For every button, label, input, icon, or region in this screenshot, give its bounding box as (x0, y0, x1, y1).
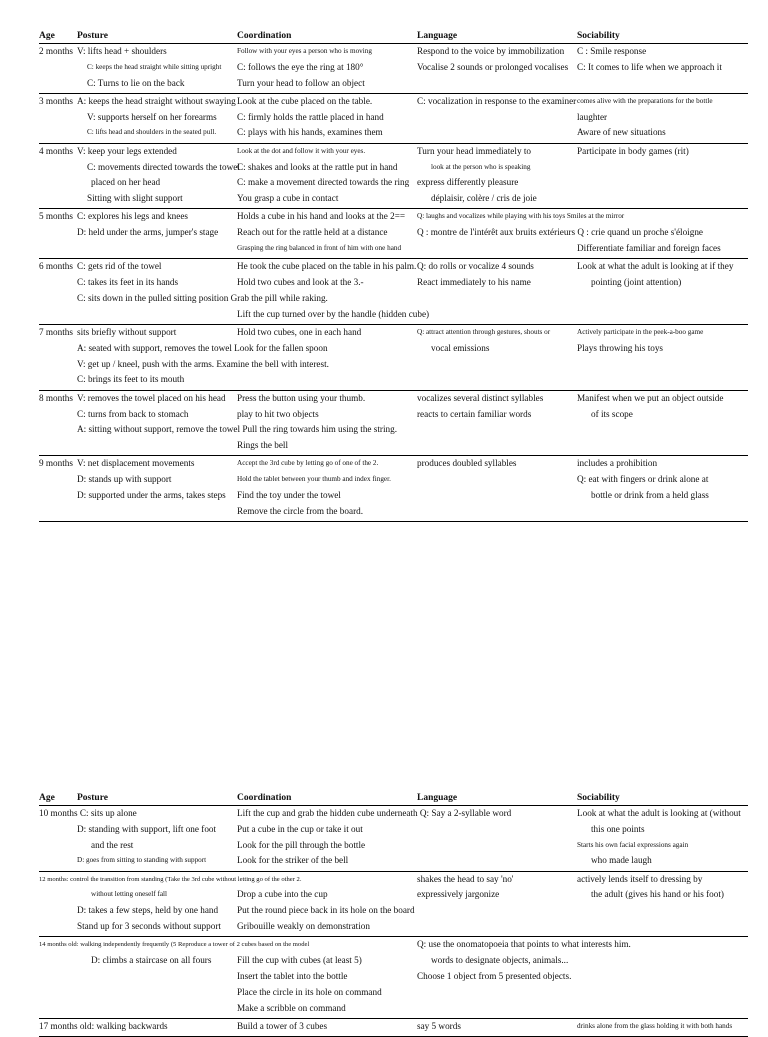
posture-line: D: standing with support, lift one foot (77, 823, 217, 834)
coordination-line: Remove the circle from the board. (237, 505, 364, 516)
language-line: C: vocalization in response to the examiner (417, 95, 577, 106)
coordination-line: Put a cube in the cup or take it out (237, 823, 363, 834)
coordination-line: Put the round piece back in its hole on the board (237, 905, 415, 916)
table-row (39, 143, 748, 209)
sociability-cell (577, 456, 748, 503)
coordination-line: Hold two cubes, one in each hand (237, 327, 362, 338)
posture-cell (77, 937, 235, 969)
posture-line: placed on her head (91, 177, 161, 188)
coordination-line: Build a tower of 3 cubes (237, 1020, 328, 1031)
table-row (39, 871, 748, 937)
coordination-line: He took the cube placed on the table in his palm. (237, 261, 417, 272)
sociability-cell (577, 144, 748, 160)
development-table-2 (39, 793, 748, 1037)
language-line: shakes the head to say 'no' (417, 873, 514, 884)
posture-line: D: stands up with support (77, 474, 172, 485)
header-sociability: Sociability (577, 793, 620, 803)
header-posture: Posture (77, 31, 108, 41)
posture-line: C: brings its feet to its mouth (77, 374, 185, 385)
language-line: déplaisir, colère / cris de joie (431, 193, 537, 204)
coordination-line: Drop a cube into the cup (237, 889, 328, 900)
language-cell (417, 94, 575, 110)
coordination-cell (237, 806, 512, 869)
sociability-line: Participate in body games (rit) (577, 145, 689, 156)
posture-line: V: lifts head + shoulders (77, 46, 167, 56)
language-cell (417, 391, 575, 423)
posture-line: sits briefly without support (77, 327, 177, 338)
sociability-line: Starts his own facial expressions again (577, 840, 689, 849)
coordination-line: Look at the cube placed on the table. (237, 95, 373, 106)
table-row (39, 805, 748, 871)
sociability-line: bottle or drink from a held glass (591, 490, 709, 501)
coordination-line (237, 291, 415, 307)
language-cell (417, 144, 575, 207)
language-line: say 5 words (417, 1020, 461, 1031)
posture-line: and the rest (91, 839, 134, 850)
coordination-cell (237, 872, 415, 935)
language-line: words to designate objects, animals... (431, 955, 569, 966)
sociability-line: this one points (591, 823, 645, 834)
coordination-line: C: shakes and looks at the rattle put in hand (237, 161, 398, 172)
coordination-line: Gribouille weakly on demonstration (237, 921, 370, 932)
coordination-line: C: plays with his hands, examines them (237, 127, 383, 138)
header-language: Language (417, 793, 458, 803)
sociability-line: who made laugh (591, 855, 652, 866)
header-age: Age (39, 31, 55, 41)
coordination-line: C: follows the eye the ring at 180° (237, 61, 364, 72)
posture-line: Stand up for 3 seconds without support (77, 921, 221, 932)
age-cell: 14 months old: walking independently frequently (5 Reproduce a tower of 2 cubes based on the model (39, 941, 310, 949)
language-line: Q: do rolls or vocalize 4 sounds (417, 261, 534, 272)
language-line: Q: laughs and vocalizes while playing with his toys Smiles at the mirror (417, 212, 625, 221)
sociability-cell (577, 209, 748, 256)
posture-line: C: keeps the head straight while sitting upright (87, 62, 222, 71)
posture-line: C: sits down in the pulled sitting position Grab the pill while raking. (77, 292, 328, 303)
coordination-line (237, 422, 415, 438)
language-line: vocalizes several distinct syllables (417, 392, 544, 403)
posture-cell (77, 456, 235, 503)
header-coordination: Coordination (237, 793, 292, 803)
posture-line: V: keep your legs extended (77, 145, 177, 156)
sociability-line: Differentiate familiar and foreign faces (577, 243, 721, 254)
posture-line: D: supported under the arms, takes steps (77, 490, 226, 501)
coordination-cell (237, 94, 415, 141)
table-row (39, 43, 748, 93)
age-cell: 3 months (39, 95, 73, 106)
language-line: Vocalise 2 sounds or prolonged vocalises (417, 61, 569, 72)
sociability-line (577, 209, 748, 225)
coordination-line: Rings the bell (237, 440, 289, 451)
posture-line: without letting oneself fall (91, 890, 168, 899)
sociability-cell (577, 872, 748, 904)
sociability-cell (577, 1019, 748, 1035)
table-row (39, 208, 748, 258)
sociability-line: Actively participate in the peek-a-boo game (577, 328, 704, 337)
sociability-line: pointing (joint attention) (591, 277, 682, 288)
table-row (39, 258, 748, 324)
age-cell: 7 months (39, 327, 73, 338)
language-line: produces doubled syllables (417, 458, 517, 469)
sociability-cell (577, 44, 748, 76)
posture-line: D: held under the arms, jumper's stage (77, 227, 219, 238)
posture-cell (77, 209, 235, 241)
sociability-line (577, 225, 748, 241)
posture-line: A: keeps the head straight without swaying (77, 95, 236, 106)
coordination-line: Place the circle in its hole on command (237, 986, 382, 997)
posture-line: C: Turns to lie on the back (87, 77, 185, 88)
sociability-line: laughter (577, 111, 608, 122)
sociability-cell (577, 391, 748, 423)
age-cell: 5 months (39, 211, 73, 222)
sociability-line: Aware of new situations (577, 127, 666, 138)
posture-line: C: gets rid of the towel (77, 261, 162, 272)
posture-line: V: removes the towel placed on his head (77, 392, 226, 403)
coordination-line: Hold two cubes and look at the 3.- (237, 277, 364, 288)
posture-line (77, 937, 235, 953)
table-header (39, 31, 748, 43)
header-coordination: Coordination (237, 31, 292, 41)
header-language: Language (417, 31, 458, 41)
table-row (39, 390, 748, 456)
development-table-1 (39, 31, 748, 522)
coordination-line: play to hit two objects (237, 408, 319, 419)
posture-line: A: sitting without support, remove the towel Pull the ring towards him using the string. (77, 424, 398, 435)
sociability-line: Q: eat with fingers or drink alone at (577, 474, 709, 485)
coordination-line: Hold the tablet between your thumb and index finger. (237, 475, 391, 484)
age-cell: 4 months (39, 145, 73, 156)
posture-line: Sitting with slight support (87, 193, 183, 204)
coordination-cell (237, 937, 415, 1016)
language-line: Q: use the onomatopoeia that points to what interests him. (417, 939, 631, 950)
posture-cell (77, 806, 235, 869)
header-posture: Posture (77, 793, 108, 803)
language-line: express differently pleasure (417, 177, 519, 188)
sociability-line: Manifest when we put an object outside (577, 392, 724, 403)
coordination-line: Holds a cube in his hand and looks at the 2== (237, 211, 406, 222)
sociability-line: comes alive with the preparations for the bottle (577, 96, 713, 105)
coordination-line: Make a scribble on command (237, 1002, 346, 1013)
coordination-line: Accept the 3rd cube by letting go of one of the 2. (237, 459, 379, 468)
age-cell: 2 months (39, 46, 73, 56)
table-row (39, 93, 748, 143)
posture-line: V: net displacement movements (77, 458, 195, 469)
coordination-line (237, 872, 415, 888)
sociability-line: C : Smile response (577, 46, 647, 56)
posture-line: C: takes its feet in its hands (77, 277, 179, 288)
sociability-line: the adult (gives his hand or his foot) (591, 889, 724, 900)
posture-cell (77, 44, 235, 91)
coordination-line (237, 937, 415, 953)
coordination-line: Look for the striker of the bell (237, 855, 349, 866)
posture-line: C: turns from back to stomach (77, 408, 189, 419)
language-line: look at the person who is speaking (431, 162, 531, 171)
language-line: Choose 1 object from 5 presented objects. (417, 970, 572, 981)
sociability-line: Plays throwing his toys (577, 342, 664, 353)
sociability-cell (577, 259, 748, 291)
language-line: reacts to certain familiar words (417, 408, 532, 419)
language-cell (417, 872, 575, 904)
coordination-line: Fill the cup with cubes (at least 5) (237, 955, 362, 966)
sociability-line: Look at what the adult is looking at (without (577, 808, 741, 818)
language-cell (417, 456, 575, 472)
language-line: Q : montre de l'intérêt aux bruits extérieurs Q : crie quand un proche s'éloigne (417, 227, 703, 238)
language-line: expressively jargonize (417, 889, 500, 900)
language-line: Respond to the voice by immobilization (417, 46, 565, 56)
posture-line: D: climbs a staircase on all fours (91, 955, 212, 966)
coordination-cell (237, 259, 430, 322)
coordination-line: C: firmly holds the rattle placed in hand (237, 111, 384, 122)
language-cell (417, 259, 575, 291)
sociability-cell (577, 806, 748, 869)
coordination-line: Turn your head to follow an object (237, 77, 365, 88)
posture-line: D: goes from sitting to standing with support (77, 856, 207, 865)
coordination-line: Grasping the ring balanced in front of him with one hand (237, 244, 402, 253)
coordination-line: Find the toy under the towel (237, 490, 341, 501)
posture-line: V: get up / kneel, push with the arms. Examine the bell with interest. (77, 358, 329, 369)
coordination-line: Look at the dot and follow it with your eyes. (237, 146, 366, 155)
header-sociability: Sociability (577, 31, 620, 41)
table-row (39, 324, 748, 390)
language-line: vocal emissions (431, 342, 490, 353)
language-cell (417, 937, 631, 984)
header-age: Age (39, 793, 55, 803)
coordination-cell (237, 456, 415, 519)
posture-line: C: movements directed towards the towel (87, 161, 240, 172)
coordination-cell (237, 391, 415, 454)
posture-line: C: explores his legs and knees (77, 211, 188, 222)
table-row (39, 936, 748, 1018)
coordination-line: Insert the tablet into the bottle (237, 970, 348, 981)
coordination-cell (237, 1019, 415, 1035)
sociability-line: Look at what the adult is looking at if they (577, 261, 734, 272)
coordination-cell (237, 144, 415, 207)
language-line: Turn your head immediately to (417, 145, 531, 156)
coordination-line: Lift the cup turned over by the handle (hidden cube) (237, 308, 430, 319)
age-cell: 6 months (39, 261, 73, 272)
coordination-cell (237, 209, 415, 256)
coordination-line: Lift the cup and grab the hidden cube underneath Q: Say a 2-syllable word (237, 808, 512, 818)
sociability-line: of its scope (591, 408, 633, 419)
sociability-cell (577, 94, 748, 141)
sociability-line: actively lends itself to dressing by (577, 873, 703, 884)
age-cell: 8 months (39, 392, 73, 403)
coordination-line: Follow with your eyes a person who is moving (237, 47, 372, 55)
posture-line: C: lifts head and shoulders in the seated pull. (87, 128, 217, 137)
coordination-cell (237, 325, 415, 341)
coordination-line: Reach out for the rattle held at a distance (237, 227, 388, 238)
age-cell: 9 months (39, 458, 73, 469)
posture-cell (77, 144, 240, 207)
table-row (39, 455, 748, 522)
sociability-line: C: It comes to life when we approach it (577, 61, 722, 72)
posture-line: A: seated with support, removes the towel Look for the fallen spoon (77, 342, 328, 353)
age-cell: 12 months: control the transition from standing (Take the 3rd cube without letting go of the other 2. (39, 875, 302, 883)
coordination-cell (237, 44, 415, 91)
posture-line: D: takes a few steps, held by one hand (77, 905, 219, 916)
table-row (39, 1018, 748, 1037)
posture-cell (77, 872, 235, 935)
sociability-cell (577, 325, 748, 357)
language-cell (417, 325, 575, 357)
posture-line: V: supports herself on her forearms (87, 111, 217, 122)
table-header (39, 793, 748, 805)
coordination-line: You grasp a cube in contact (237, 193, 339, 204)
coordination-line: C: make a movement directed towards the ring (237, 177, 410, 188)
sociability-line: drinks alone from the glass holding it with both hands (577, 1021, 733, 1030)
posture-cell (77, 94, 235, 141)
coordination-line: Look for the pill through the bottle (237, 839, 366, 850)
language-cell (417, 44, 575, 76)
language-cell (417, 209, 703, 241)
language-line: Q: attract attention through gestures, shouts or (417, 328, 551, 337)
age-cell: 17 months old: walking backwards (39, 1020, 168, 1031)
language-cell (417, 1019, 575, 1035)
coordination-line: Press the button using your thumb. (237, 392, 366, 403)
age-cell: 10 months C: sits up alone (39, 808, 137, 818)
language-line: React immediately to his name (417, 277, 531, 288)
posture-line (77, 872, 235, 888)
sociability-line: includes a prohibition (577, 458, 658, 469)
posture-line (77, 806, 235, 822)
